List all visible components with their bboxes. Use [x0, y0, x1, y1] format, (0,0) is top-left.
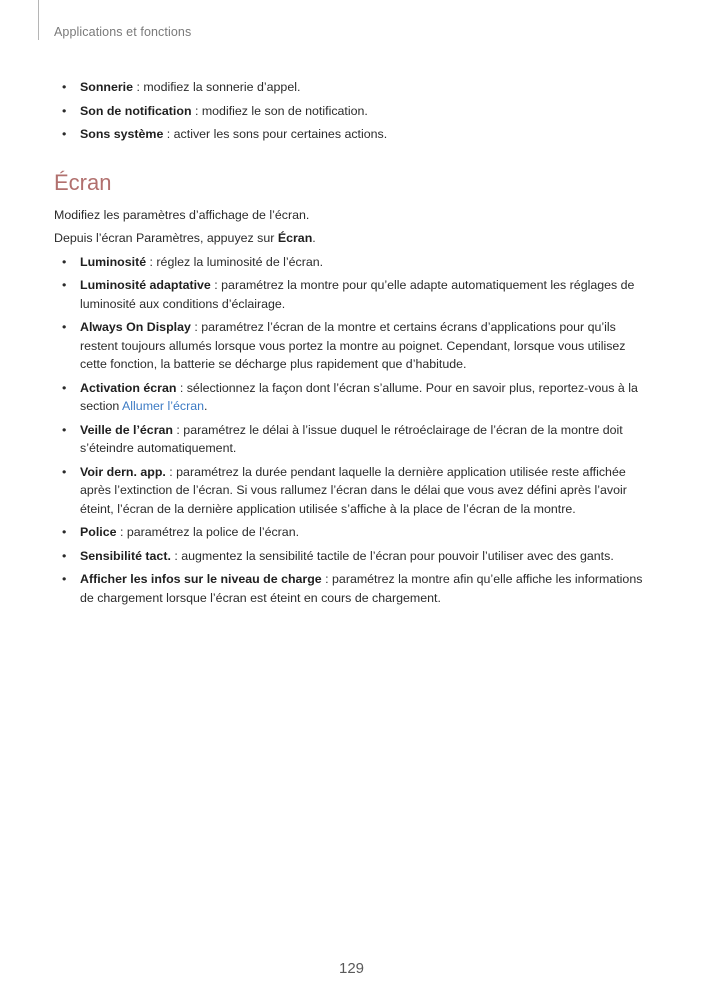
- list-item: [54, 102, 654, 121]
- list-item: [54, 125, 654, 144]
- item-text: : réglez la luminosité de l’écran.: [146, 254, 324, 269]
- item-text: : activer les sons pour certaines actions.: [163, 127, 388, 141]
- page-number: 129: [338, 960, 365, 977]
- instruction-end: .: [312, 231, 316, 245]
- header-title: Applications et fonctions: [54, 25, 192, 39]
- item-term: Activation écran: [80, 380, 177, 395]
- list-item: [54, 379, 654, 416]
- item-term: Sons système: [80, 127, 164, 141]
- item-text: : augmentez la sensibilité tactile de l’écran pour pouvoir l’utiliser avec des gants.: [170, 548, 614, 563]
- list-item: [54, 78, 654, 97]
- list-item: [54, 318, 654, 374]
- item-text: : paramétrez la montre pour qu’elle adapte automatiquement les réglages de luminosité aux conditions d’éclairage.: [80, 278, 635, 311]
- item-term: Luminosité: [80, 254, 147, 269]
- item-text: : modifiez le son de notification.: [191, 103, 368, 118]
- instruction-term: Écran: [277, 231, 313, 245]
- section-intro: Modifiez les paramètres d’affichage de l’écran.: [54, 207, 310, 222]
- item-term: Veille de l’écran: [80, 422, 173, 437]
- item-text: : sélectionnez la façon dont l’écran s’allume. Pour en savoir plus, reportez-vous à la section: [80, 380, 638, 413]
- item-text: : paramétrez le délai à l’issue duquel le rétroéclairage de l’écran de la montre doit s’éteindre automatiquement.: [80, 422, 623, 455]
- item-term: Son de notification: [80, 103, 192, 118]
- list-item: [54, 570, 654, 607]
- list-item: [54, 547, 654, 566]
- section-title: Écran: [54, 169, 112, 195]
- screen-settings-list: [54, 253, 654, 608]
- cross-reference-link[interactable]: Allumer l’écran: [122, 399, 204, 413]
- item-term: Luminosité adaptative: [80, 278, 211, 292]
- item-text: : paramétrez l’écran de la montre et certains écrans d’applications pour qu’ils restent toujours allumés lorsque vous portez la montre au poignet. Cependant, lorsque vous utilisez cette fonction, la batterie se décharge plus rapidement que d’habitude.: [80, 320, 626, 371]
- page-content: [54, 78, 654, 612]
- sound-settings-list: [54, 78, 654, 144]
- item-term: Always On Display: [80, 320, 191, 334]
- section-instruction: [54, 229, 654, 248]
- list-item: [54, 523, 654, 542]
- item-term: Sensibilité tact.: [80, 548, 171, 563]
- header-divider: [38, 0, 39, 40]
- list-item: [54, 253, 654, 272]
- list-item: [54, 463, 654, 519]
- item-text: : paramétrez la durée pendant laquelle la dernière application utilisée reste affichée après l’extinction de l’écran. Si vous rallumez l’écran dans le délai que vous avez défini après l’avoir éteint, l’écran de la dernière application utilisée s’affiche à la place de l’écran de la montre.: [80, 464, 627, 516]
- item-text: : paramétrez la police de l’écran.: [116, 525, 300, 539]
- instruction-text: Depuis l’écran Paramètres, appuyez sur: [54, 231, 278, 245]
- item-term: Voir dern. app.: [80, 464, 166, 479]
- item-term: Police: [80, 525, 117, 539]
- item-text-end: .: [203, 399, 208, 413]
- item-text: : paramétrez la montre afin qu’elle affiche les informations de chargement lorsque l’écran est éteint en cours de chargement.: [80, 572, 643, 605]
- item-term: Sonnerie: [80, 80, 134, 94]
- list-item: [54, 421, 654, 458]
- item-term: Afficher les infos sur le niveau de charge: [80, 572, 322, 586]
- item-text: : modifiez la sonnerie d’appel.: [133, 80, 301, 94]
- list-item: [54, 276, 654, 313]
